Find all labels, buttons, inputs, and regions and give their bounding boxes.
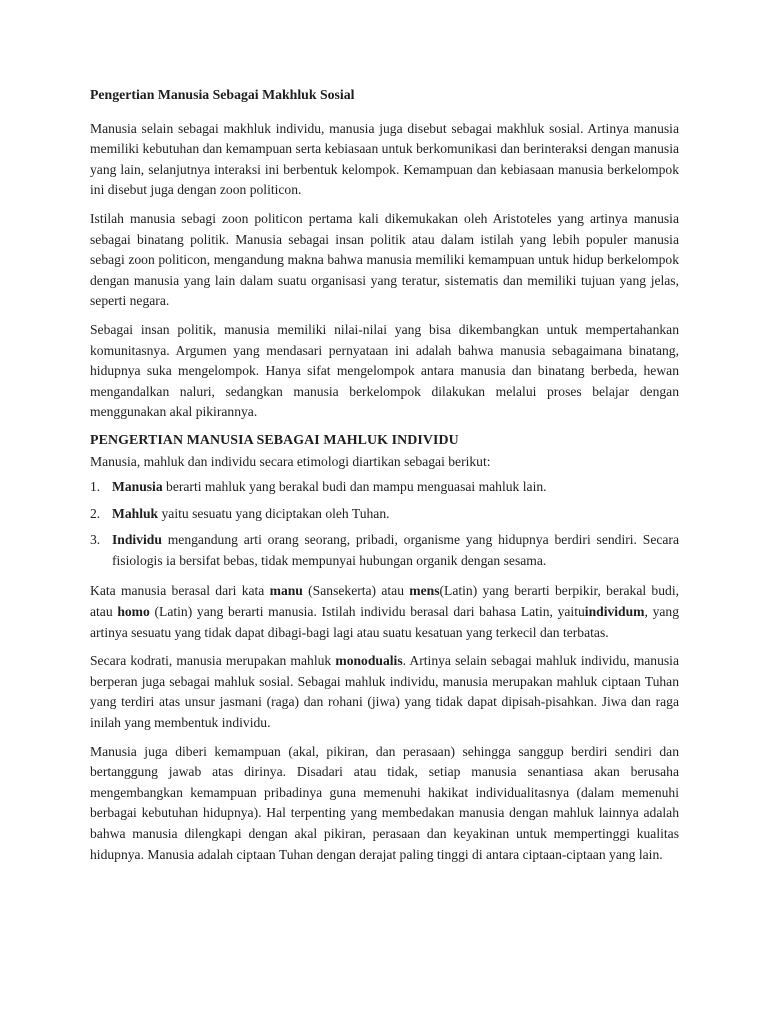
list-term: Individu <box>112 532 162 548</box>
document-title: Pengertian Manusia Sebagai Makhluk Sosial <box>90 87 355 102</box>
bold-term-homo: homo <box>117 604 150 620</box>
definition-list <box>90 477 679 571</box>
paragraph-monodualis <box>90 651 679 733</box>
list-item-manusia <box>90 477 679 498</box>
paragraph-text: . Artinya selain sebagai mahluk individu, manusia berperan juga sebagai mahluk sosial. Sebagai mahluk individu, manusia merupakan mahluk ciptaan Tuhan yang terdiri atas unsur jasmani (raga) dan rohani (jiwa) yang tidak dapat dipisah-pisahkan. Jiwa dan raga inilah yang membentuk individu. <box>90 653 679 731</box>
bold-term-manu: manu <box>269 583 303 599</box>
bold-term-mens: mens <box>409 583 440 599</box>
paragraph-text: (Latin) yang berarti manusia. Istilah individu berasal dari bahasa Latin, yaitu <box>149 604 585 620</box>
list-item-body <box>112 504 679 525</box>
paragraph-text: (Latin) yang berarti berpikir, berakal budi, atau <box>90 583 679 620</box>
list-number: 3. <box>90 532 101 548</box>
document-page <box>90 85 679 873</box>
paragraph-text: Secara kodrati, manusia merupakan mahluk <box>90 653 336 669</box>
paragraph-makhluk-sosial: Manusia selain sebagai makhluk individu, manusia juga disebut sebagai makhluk sosial. Artinya manusia memiliki kebutuhan dan kemampuan serta kebiasaan untuk berkomunikasi dan berinteraksi dengan manusia yang lain, selanjutnya interaksi ini berbentuk kelompok. Kemampuan dan kebiasaan manusia berkelompok ini disebut juga dengan zoon politicon. <box>90 120 679 198</box>
section-heading-mahluk-individu: PENGERTIAN MANUSIA SEBAGAI MAHLUK INDIVIDU <box>90 432 459 448</box>
list-item-body <box>112 530 679 571</box>
bold-term-monodualis: monodualis <box>335 653 403 669</box>
paragraph-kemampuan-manusia: Manusia juga diberi kemampuan (akal, pikiran, dan perasaan) sehingga sanggup berdiri sendiri dan bertanggung jawab atas dirinya. Disadari atau tidak, setiap manusia senantiasa akan berusaha mengembangkan kemampuan pribadinya guna memenuhi hakikat individualitasnya (dalam memenuhi berbagai kebutuhan hidupnya). Hal terpenting yang membedakan manusia dengan mahluk lainnya adalah bahwa manusia dilengkapi dengan akal pikiran, perasaan dan keyakinan untuk mempertinggi kualitas hidupnya. Manusia adalah ciptaan Tuhan dengan derajat paling tinggi di antara ciptaan-ciptaan yang lain. <box>90 743 679 862</box>
paragraph-insan-politik: Sebagai insan politik, manusia memiliki nilai-nilai yang bisa dikembangkan untuk mempertahankan komunitasnya. Argumen yang mendasari pernyataan ini adalah bahwa manusia sebagaimana binatang, hidupnya suka mengelompok. Hanya sifat mengelompok antara manusia dan binatang berbeda, hewan mengandalkan naluri, sedangkan manusia berkelompok dilakukan melalui proses belajar dengan menggunakan akal pikirannya. <box>90 321 679 420</box>
list-term: Mahluk <box>112 505 159 521</box>
paragraph-zoon-politicon: Istilah manusia sebagi zoon politicon pertama kali dikemukakan oleh Aristoteles yang artinya manusia sebagai binatang politik. Manusia sebagai insan politik atau dalam istilah yang lebih populer manusia sebagi zoon politicon, mengandung makna bahwa manusia memiliki kemampuan untuk hidup berkelompok dengan manusia yang lain dalam suatu organisasi yang teratur, sistematis dan memiliki tujuan yang jelas, seperti negara. <box>90 210 679 309</box>
list-number: 1. <box>90 479 101 495</box>
list-item-body <box>112 477 679 498</box>
list-number: 2. <box>90 505 101 521</box>
list-text: mengandung arti orang seorang, pribadi, organisme yang hidupnya berdiri sendiri. Secara fisiologis ia bersifat bebas, tidak mempunyai hubungan organik dengan sesama. <box>112 532 679 568</box>
list-item-individu <box>90 530 679 571</box>
list-text: yaitu sesuatu yang diciptakan oleh Tuhan. <box>158 505 390 521</box>
paragraph-text: (Sansekerta) atau <box>302 583 410 599</box>
paragraph-text: Kata manusia berasal dari kata <box>90 583 270 599</box>
list-text: berarti mahluk yang berakal budi dan mampu menguasai mahluk lain. <box>162 479 547 495</box>
list-item-mahluk <box>90 504 679 525</box>
bold-term-individum: individum <box>584 604 645 620</box>
section-intro: Manusia, mahluk dan individu secara etimologi diartikan sebagai berikut: <box>90 453 491 469</box>
list-term: Manusia <box>112 479 163 495</box>
paragraph-text: , yang artinya sesuatu yang tidak dapat dibagi-bagi lagi atau suatu kesatuan yang terkecil dan terbatas. <box>90 604 680 640</box>
paragraph-etimologi-kata <box>90 581 679 643</box>
